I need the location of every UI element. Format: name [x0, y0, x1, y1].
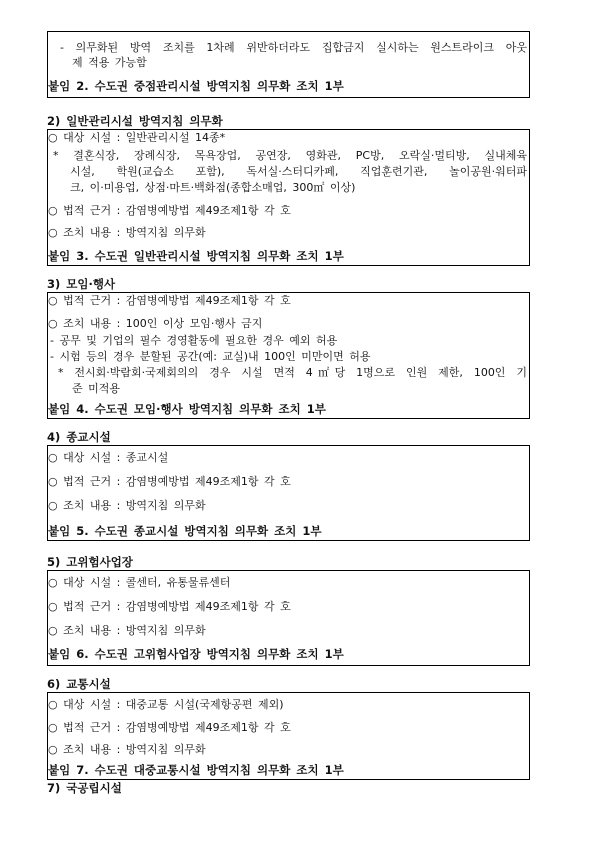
section-heading: 7) 국공립시설 — [47, 781, 122, 795]
item-line: ○ 법적 근거 : 감염병예방법 제49조제1항 각 호 — [48, 294, 291, 307]
sub-item-line: - 시험 등의 경우 분할된 공간(예: 교실)내 100인 미만이면 허용 — [50, 350, 371, 363]
item-line: ○ 조치 내용 : 방역지침 의무화 — [48, 624, 206, 637]
note-line: 제 적용 가능함 — [72, 56, 147, 69]
note-line: 크, 이·미용업, 상점·마트·백화점(종합소매업, 300㎡ 이상) — [70, 181, 356, 194]
section-heading: 5) 고위험사업장 — [47, 555, 133, 569]
attachment-line: 붙임 3. 수도권 일반관리시설 방역지침 의무화 조치 1부 — [48, 249, 344, 263]
item-line: ○ 대상 시설 : 대중교통 시설(국제항공편 제외) — [48, 698, 284, 711]
item-line: ○ 조치 내용 : 방역지침 의무화 — [48, 226, 206, 239]
attachment-line: 붙임 7. 수도권 대중교통시설 방역지침 의무화 조치 1부 — [48, 763, 344, 777]
item-line: ○ 대상 시설 : 일반관리시설 14종* — [48, 131, 226, 144]
note-line: 준 미적용 — [72, 382, 121, 395]
section-box — [47, 692, 530, 780]
note-line: 시설, 학원(교습소 포함), 독서실·스터디카페, 직업훈련기관, 놀이공원·워터파 — [70, 165, 527, 178]
item-line: ○ 법적 근거 : 감염병예방법 제49조제1항 각 호 — [48, 600, 291, 613]
attachment-line: 붙임 4. 수도권 모임·행사 방역지침 의무화 조치 1부 — [48, 402, 326, 416]
item-line: ○ 대상 시설 : 종교시설 — [48, 451, 169, 464]
attachment-line: 붙임 5. 수도권 종교시설 방역지침 의무화 조치 1부 — [48, 524, 322, 538]
section-heading: 4) 종교시설 — [47, 430, 111, 444]
section-box — [47, 570, 530, 666]
note-line: * 결혼식장, 장례식장, 목욕장업, 공연장, 영화관, PC방, 오락실·멀티방, 실내체육 — [53, 149, 527, 162]
section-heading: 6) 교통시설 — [47, 677, 111, 691]
item-line: ○ 조치 내용 : 100인 이상 모임·행사 금지 — [48, 317, 263, 330]
sub-item-line: - 공무 및 기업의 필수 경영활동에 필요한 경우 예외 허용 — [50, 334, 338, 347]
section-heading: 2) 일반관리시설 방역지침 의무화 — [47, 114, 223, 128]
item-line: ○ 조치 내용 : 방역지침 의무화 — [48, 499, 206, 512]
section-box — [47, 129, 530, 266]
item-line: ○ 대상 시설 : 콜센터, 유통물류센터 — [48, 576, 231, 589]
section-box — [47, 292, 530, 419]
attachment-line: 붙임 6. 수도권 고위험사업장 방역지침 의무화 조치 1부 — [48, 647, 344, 661]
item-line: ○ 법적 근거 : 감염병예방법 제49조제1항 각 호 — [48, 475, 291, 488]
item-line: ○ 조치 내용 : 방역지침 의무화 — [48, 743, 206, 756]
section-heading: 3) 모임·행사 — [47, 277, 116, 291]
note-line: * 전시회·박람회·국제회의의 경우 시설 면적 4㎡당 1명으로 인원 제한, 100인 기 — [58, 366, 527, 379]
attachment-line: 붙임 2. 수도권 중점관리시설 방역지침 의무화 조치 1부 — [48, 79, 344, 93]
item-line: ○ 법적 근거 : 감염병예방법 제49조제1항 각 호 — [48, 721, 291, 734]
section-box — [47, 445, 530, 541]
continuation-box — [47, 31, 530, 98]
item-line: ○ 법적 근거 : 감염병예방법 제49조제1항 각 호 — [48, 204, 291, 217]
note-line: - 의무화된 방역 조치를 1차례 위반하더라도 집합금지 실시하는 원스트라이크 아웃 — [60, 41, 527, 54]
